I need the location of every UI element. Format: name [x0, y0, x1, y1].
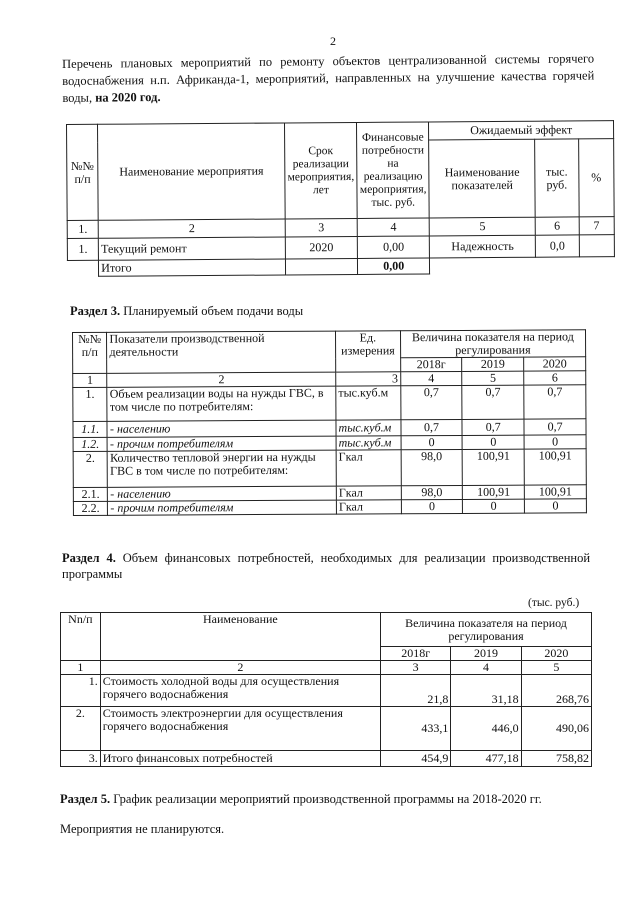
t2-index-cell: 5 — [462, 371, 524, 385]
t3-header-value: Величина показателя на период регулирования — [381, 613, 592, 647]
t3-cell-name: Стоимость холодной воды для осуществления горячего водоснабжения — [100, 675, 380, 707]
t1-header-indicator: Наименование показателей — [429, 139, 535, 218]
t2-cell-value: 0 — [462, 435, 524, 449]
section-4-heading — [62, 550, 590, 582]
t1-header-name: Наименование мероприятия — [98, 123, 285, 220]
t3-cell-name: Стоимость электроэнергии для осуществления горячего водоснабжения — [100, 707, 380, 751]
t1-index-cell: 3 — [285, 218, 357, 237]
t2-cell-name: - прочим потребителям — [107, 436, 336, 451]
t2-cell-unit: тыс.куб.м — [336, 420, 401, 436]
t3-index-cell: 4 — [451, 661, 521, 675]
table-row — [61, 707, 592, 751]
t1-index-cell: 2 — [98, 219, 285, 238]
t2-cell-value: 0 — [525, 499, 587, 513]
t2-cell-num: 2.1. — [73, 487, 107, 501]
t3-index-cell: 3 — [381, 661, 451, 675]
t3-index-row — [61, 661, 592, 675]
section-4-title: Объем финансовых потребностей, необходимых для реализации производственной программы — [62, 551, 591, 581]
t2-cell-value: 98,0 — [401, 485, 463, 499]
section-5-heading — [60, 792, 542, 807]
t3-year-2019: 2019 — [451, 647, 521, 661]
t2-index-cell: 4 — [400, 371, 462, 385]
t2-cell-name: Объем реализации воды на нужды ГВС, в том числе по потребителям: — [107, 386, 336, 421]
t1-cell-term: 2020 — [285, 236, 357, 259]
t2-index-cell: 1 — [73, 373, 107, 387]
t2-cell-unit: Гкал — [336, 500, 401, 514]
t1-index-cell: 4 — [357, 218, 429, 237]
t2-cell-unit: Гкал — [336, 486, 401, 500]
t3-cell-value: 21,8 — [381, 675, 451, 707]
t3-cell-value: 433,1 — [381, 707, 451, 751]
t1-cell-indicator: Надежность — [430, 235, 536, 258]
measures-table — [66, 120, 615, 277]
t2-cell-value: 0 — [463, 499, 525, 513]
page-number: 2 — [330, 34, 336, 48]
t1-header-pct: % — [578, 139, 614, 217]
t2-header-value: Величина показателя на период регулирования — [400, 330, 585, 358]
section-3-title: Планируемый объем подачи воды — [123, 304, 304, 318]
t2-year-2018: 2018г — [400, 357, 462, 371]
t3-cell-num: 2. — [61, 707, 101, 751]
t3-cell-num: 3. — [61, 751, 101, 767]
t1-total-row — [67, 257, 614, 277]
t2-cell-value: 100,91 — [463, 485, 525, 499]
table-row — [73, 385, 586, 422]
t2-header-num: №№ п/п — [73, 332, 108, 373]
t2-cell-value: 100,91 — [524, 485, 586, 499]
t2-cell-num: 1. — [73, 387, 108, 421]
t2-header-unit: Ед. измерения — [335, 331, 400, 372]
t2-cell-value: 0,7 — [400, 385, 462, 419]
section-4-label: Раздел 4. — [62, 551, 116, 565]
t3-year-2018: 2018г — [381, 647, 451, 661]
t1-cell-pct — [579, 235, 615, 257]
t2-cell-unit: Гкал — [336, 450, 401, 486]
t2-cell-value: 0 — [401, 499, 463, 513]
t3-cell-value: 268,76 — [521, 675, 591, 707]
intro-text: Перечень плановых мероприятий по ремонту объектов централизованной системы горячего водоснабжения н.п. Африканда-1, мероприятий, направленных на улучшение качества горячей воды, — [62, 51, 595, 105]
section-5-label: Раздел 5. — [60, 792, 111, 806]
t1-cell-num: 1. — [67, 238, 98, 260]
t2-index-cell: 2 — [107, 372, 336, 387]
t3-cell-value: 477,18 — [451, 751, 521, 767]
t2-cell-unit: тыс.куб.м — [336, 436, 401, 450]
section-3-heading — [70, 304, 303, 319]
t1-index-cell: 1. — [67, 220, 98, 238]
table-row — [73, 449, 586, 488]
finance-table — [60, 612, 592, 767]
t2-cell-num: 2.2. — [73, 501, 107, 515]
t2-cell-value: 100,91 — [524, 449, 586, 485]
t1-header-term: Срок реализации мероприятия, лет — [284, 122, 357, 219]
t2-cell-value: 0,7 — [462, 419, 524, 435]
t1-header-num: №№ п/п — [67, 124, 99, 220]
t2-cell-value: 0 — [401, 435, 463, 449]
t2-cell-name: - населению — [108, 486, 337, 501]
t2-cell-unit: тыс.куб.м — [336, 386, 401, 420]
t3-cell-value: 446,0 — [451, 707, 521, 751]
t3-cell-value: 31,18 — [451, 675, 521, 707]
t3-cell-value: 758,82 — [521, 751, 591, 767]
t3-index-cell: 1 — [61, 661, 101, 675]
t2-cell-value: 0,7 — [401, 419, 463, 435]
intro-bold: на 2020 год. — [95, 89, 161, 105]
t2-cell-value: 0,7 — [524, 419, 586, 435]
t2-cell-name: Количество тепловой энергии на нужды ГВС в том числе по потребителям: — [108, 450, 337, 487]
t2-cell-name: - прочим потребителям — [108, 500, 337, 515]
table-row — [73, 499, 586, 516]
t1-index-cell: 6 — [535, 217, 578, 235]
t2-cell-num: 1.1. — [73, 421, 108, 437]
t2-cell-num: 1.2. — [73, 437, 107, 451]
t1-cell-name: Текущий ремонт — [99, 237, 286, 260]
t1-cell-finance: 0,00 — [357, 236, 429, 259]
section-3-label: Раздел 3. — [70, 304, 121, 318]
t1-header-rub: тыс. руб. — [535, 139, 579, 217]
t1-cell-rub: 0,0 — [536, 235, 580, 257]
no-measures-note: Мероприятия не планируются. — [60, 822, 225, 836]
table-row — [61, 675, 592, 707]
t2-cell-value: 98,0 — [401, 449, 463, 485]
t2-cell-name: - населению — [107, 420, 336, 437]
t1-header-finance: Финансовые потребности на реализацию мероприятия, тыс. руб. — [357, 122, 430, 219]
t2-cell-value: 0,7 — [462, 385, 524, 419]
t3-cell-value: 490,06 — [521, 707, 591, 751]
t3-unit-note: (тыс. руб.) — [528, 597, 580, 609]
t3-year-2020: 2020 — [521, 647, 591, 661]
t3-header-name: Наименование — [100, 613, 380, 661]
t1-header-effect: Ожидаемый эффект — [429, 121, 614, 140]
water-volume-table — [72, 329, 587, 516]
t3-cell-name: Итого финансовых потребностей — [100, 751, 380, 767]
t2-cell-value: 0,7 — [524, 385, 586, 419]
t2-index-cell: 6 — [524, 371, 586, 385]
t1-index-cell: 5 — [429, 217, 535, 236]
intro-paragraph — [62, 50, 595, 107]
t1-index-cell: 7 — [579, 217, 614, 235]
t2-cell-value: 100,91 — [462, 449, 524, 485]
t2-index-cell: 3 — [336, 372, 401, 386]
t3-cell-value: 454,9 — [381, 751, 451, 767]
t2-header-name: Показатели производственной деятельности — [107, 331, 336, 373]
t2-year-2020: 2020 — [524, 357, 586, 371]
table-row — [61, 751, 592, 767]
section-5-title: График реализации мероприятий производственной программы на 2018-2020 гг. — [113, 792, 542, 806]
t2-cell-value: 0 — [524, 435, 586, 449]
t3-cell-num: 1. — [61, 675, 101, 707]
t3-index-cell: 2 — [100, 661, 380, 675]
t3-header-num: Nn/п — [61, 613, 101, 661]
t2-cell-num: 2. — [73, 451, 108, 487]
t1-total-label: Итого — [99, 259, 286, 276]
t3-index-cell: 5 — [521, 661, 591, 675]
t1-total-finance: 0,00 — [358, 258, 430, 275]
t2-year-2019: 2019 — [462, 357, 524, 371]
